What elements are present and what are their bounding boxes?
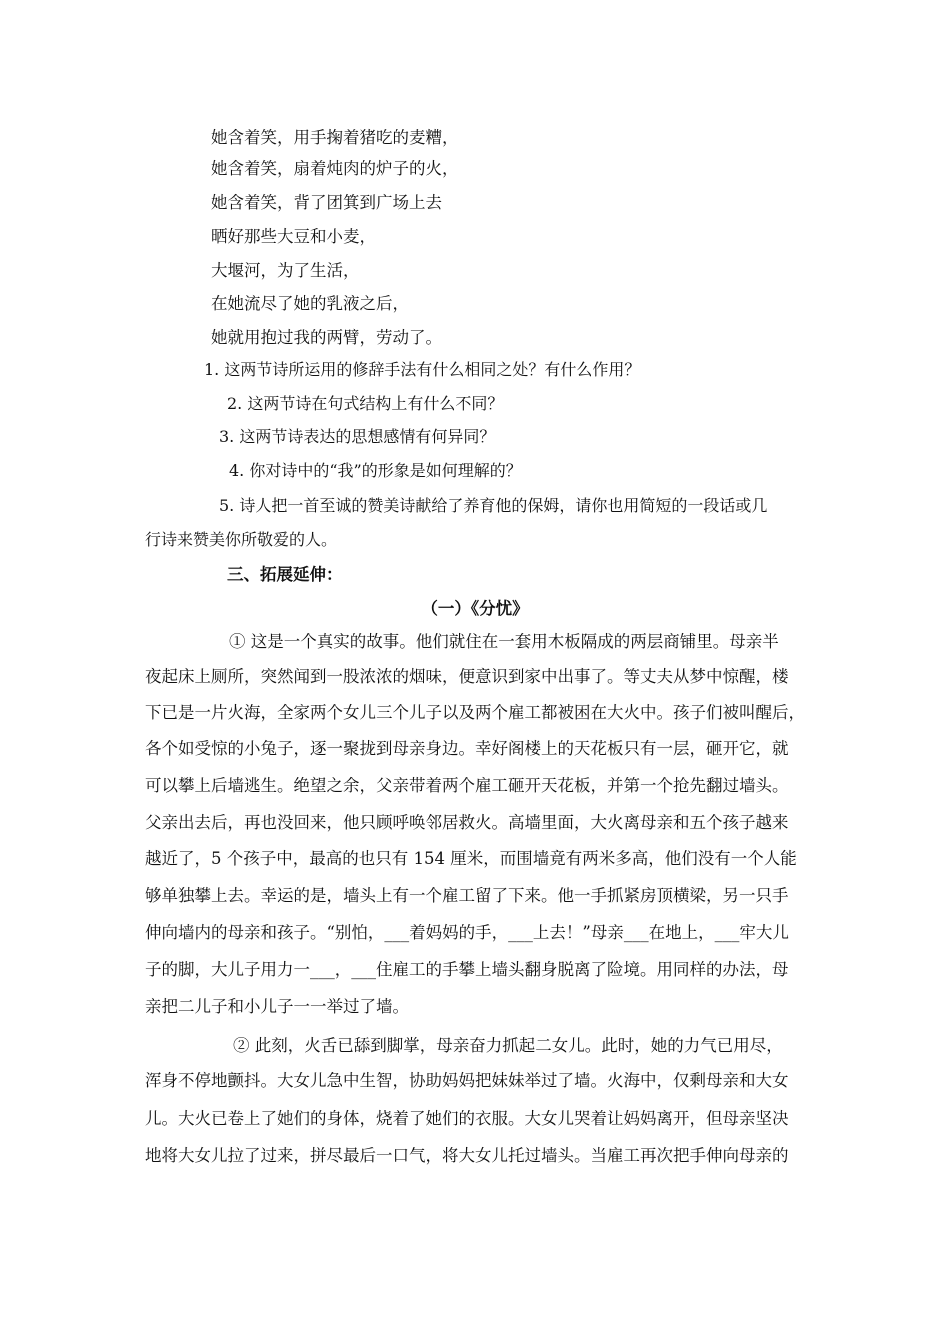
- question-item: 3. 这两节诗表达的思想感情有何异同？: [219, 427, 496, 446]
- poem-line: 晒好那些大豆和小麦，: [211, 227, 376, 246]
- poem-line: 她含着笑，用手掬着猪吃的麦糟，: [211, 128, 459, 147]
- poem-line: 在她流尽了她的乳液之后，: [211, 294, 409, 313]
- section-heading: 三、拓展延伸：: [227, 565, 343, 584]
- poem-line: 她含着笑，扇着炖肉的炉子的火，: [211, 159, 459, 178]
- question-item: 1. 这两节诗所运用的修辞手法有什么相同之处？有什么作用？: [204, 360, 641, 379]
- paragraph-line: ② 此刻，火舌已舔到脚掌，母亲奋力抓起二女儿。此时，她的力气已用尽，: [233, 1036, 783, 1055]
- paragraph-line: 地将大女儿拉了过来，拼尽最后一口气，将大女儿托过墙头。当雇工再次把手伸向母亲的: [145, 1146, 789, 1165]
- paragraph-line: 越近了，5 个孩子中，最高的也只有 154 厘米，而围墙竟有两米多高，他们没有一个人能: [145, 849, 797, 868]
- paragraph-line: ① 这是一个真实的故事。他们就住在一套用木板隔成的两层商铺里。母亲半: [229, 632, 779, 651]
- paragraph-line: 夜起床上厕所，突然闻到一股浓浓的烟味，便意识到家中出事了。等丈夫从梦中惊醒，楼: [145, 667, 789, 686]
- paragraph-line: 够单独攀上去。幸运的是，墙头上有一个雇工留了下来。他一手抓紧房顶横梁，另一只手: [145, 886, 789, 905]
- poem-line: 她含着笑，背了团箕到广场上去: [211, 193, 442, 212]
- paragraph-line: 父亲出去后，再也没回来，他只顾呼唤邻居救火。高墙里面，大火离母亲和五个孩子越来: [145, 813, 789, 832]
- story-title: （一）《分忧》: [421, 599, 529, 618]
- question-item: 4. 你对诗中的“我”的形象是如何理解的？: [229, 461, 522, 480]
- paragraph-line: 子的脚，大儿子用力一___，___住雇工的手攀上墙头翻身脱离了险境。用同样的办法，母: [145, 960, 789, 979]
- question-item-continued: 行诗来赞美你所敬爱的人。: [145, 530, 338, 549]
- paragraph-line: 浑身不停地颤抖。大女儿急中生智，协助妈妈把妹妹举过了墙。火海中，仅剩母亲和大女: [145, 1071, 789, 1090]
- poem-line: 她就用抱过我的两臂，劳动了。: [211, 328, 442, 347]
- question-item: 2. 这两节诗在句式结构上有什么不同？: [227, 394, 504, 413]
- paragraph-line: 各个如受惊的小兔子，逐一聚拢到母亲身边。幸好阁楼上的天花板只有一层，砸开它，就: [145, 739, 789, 758]
- paragraph-line: 儿。大火已卷上了她们的身体，烧着了她们的衣服。大女儿哭着让妈妈离开，但母亲坚决: [145, 1109, 789, 1128]
- paragraph-line: 伸向墙内的母亲和孩子。“别怕，___着妈妈的手，___上去！”母亲___在地上，___牢大儿: [145, 923, 789, 942]
- paragraph-line: 可以攀上后墙逃生。绝望之余，父亲带着两个雇工砸开天花板，并第一个抢先翻过墙头。: [145, 776, 789, 795]
- paragraph-line: 亲把二儿子和小儿子一一举过了墙。: [145, 997, 409, 1016]
- poem-line: 大堰河，为了生活，: [211, 261, 360, 280]
- question-item: 5. 诗人把一首至诚的赞美诗献给了养育他的保姆，请你也用简短的一段话或几: [219, 496, 768, 515]
- paragraph-line: 下已是一片火海，全家两个女儿三个儿子以及两个雇工都被困在大火中。孩子们被叫醒后，: [145, 703, 805, 722]
